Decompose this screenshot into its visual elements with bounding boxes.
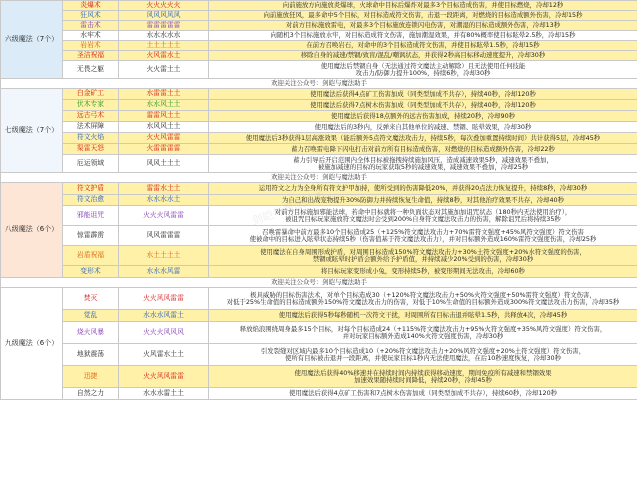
- spell-name: 地狱震荡: [63, 344, 119, 366]
- spell-combo: 火火雷土土: [119, 61, 209, 79]
- spell-name: 惊雷霹雳: [63, 226, 119, 246]
- spell-name: 邪能诅咒: [63, 206, 119, 226]
- spell-description: 向前施放方向施放炎爆球，火球命中目标后爆炸对最多3个目标造成伤害，并使目标燃烧，冷却12秒: [209, 1, 637, 11]
- follow-note: 欢迎关注公众号：剑皑与魔法助手: [1, 173, 637, 183]
- spell-combo: 风风雷雷雷: [119, 226, 209, 246]
- spell-row: [1, 366, 637, 388]
- spell-description: 在前方召唤岩石，对命中的3个目标造成符文伤害，并使目标眩晕1.5秒，冷却15秒: [209, 41, 637, 51]
- spell-combo: 火火火火火: [119, 1, 209, 11]
- spell-combo: 火火风风雷雷: [119, 366, 209, 388]
- spell-name: 变形术: [63, 266, 119, 278]
- spell-combo: 土土土土土: [119, 41, 209, 51]
- spell-combo: 水水水水水: [119, 31, 209, 41]
- spell-name: 岩盾祝福: [63, 246, 119, 266]
- spell-name: 符文治愈: [63, 195, 119, 206]
- spell-combo: 水风风土土: [119, 122, 209, 133]
- spell-description: 引发裂缝对区域内最多10个目标造成10（+20%符文魔法攻击力+20%风符文强度+20%土符文强度）符文伤害， 使所有目标被击退并一段距离，并使玩家目标1秒内无法使用魔法，在后10秒速度恢复，冷却30秒: [209, 344, 637, 366]
- follow-note: 欢迎关注公众号：剑皑与魔法助手: [1, 278, 637, 288]
- note-row: [1, 173, 637, 183]
- spell-description: 使用魔法后的3秒内，反弹来自其他单位的减速、禁锢、眩晕效果，冷却30秒: [209, 122, 637, 133]
- spell-row: [1, 100, 637, 111]
- spell-row: [1, 111, 637, 122]
- spell-combo: 火雷雷雷雷: [119, 144, 209, 155]
- spell-row: [1, 246, 637, 266]
- spell-combo: 风风风风风: [119, 11, 209, 21]
- spell-description: 对前方目标施加邪能法球，若命中目标就将一种负面状态对其施加加诅咒状态（180秒内无法使用治疗）， 被诅咒目标玩家施放符文魔法时会受到200%自身符文魔法攻击力的伤害，解除诅咒后将持续35秒: [209, 206, 637, 226]
- spell-combo: 水水水风雷土: [119, 310, 209, 322]
- spell-row: [1, 183, 637, 195]
- spell-row: [1, 51, 637, 61]
- spell-row: [1, 61, 637, 79]
- spell-name: 觉乱: [63, 310, 119, 322]
- spell-name: 焚灭: [63, 288, 119, 310]
- spell-row: [1, 133, 637, 144]
- spell-row: [1, 144, 637, 155]
- spell-description: 为自己和出战宠物提升30%防御力并持续恢复生命值，持续8秒，对其他治疗效果不共存，冷却40秒: [209, 195, 637, 206]
- spell-name: 圣洁祝福: [63, 51, 119, 61]
- spell-row: [1, 266, 637, 278]
- spell-description: 使用魔法后获得5秒每秒随机一次符文干扰，对周围所有目标击退并眩晕1.5秒，共释放4次，冷却45秒: [209, 310, 637, 322]
- spell-description: 蓄力引导后开启范围内全体目标被拖拽持续施加风压，造成减速效果5秒，减速效果不叠加， 被施加减速的目标的玩家获取5秒的减速效果，减速效果不叠加，冷却25秒: [209, 155, 637, 173]
- spell-name: 符文护盾: [63, 183, 119, 195]
- spell-description: 向随机3个目标施放水牢，对目标造成符文伤害，施加潮湿效果，并有80%概率使目标眩晕2.5秒，冷却15秒: [209, 31, 637, 41]
- spell-description: 召唤雷暴命中前方最多10个目标造成25（+125%符文魔法攻击力+70%雷符文强度+45%风符文强度）符文伤害 使被命中的目标进入眩晕状态持续5秒（伤害值基于符文魔法攻击力），并对目标额外造成160%雷符文强度伤害，冷却25秒: [209, 226, 637, 246]
- spell-name: 伏木专家: [63, 100, 119, 111]
- spell-combo: 火火火风雷雷: [119, 206, 209, 226]
- spell-combo: 雷雷雷雷雷: [119, 21, 209, 31]
- watermark: 剑皑与魔法助手: [250, 189, 328, 228]
- spell-description: 使用魔法后获得18点额外的远古伤害加成，持续20秒，冷却90秒: [209, 111, 637, 122]
- note-row: [1, 278, 637, 288]
- level-label: 七级魔法（7个）: [1, 89, 63, 173]
- spell-description: 使用魔法后3秒获得1层高涨效果（能后额外5点符文魔法攻击力，持续5秒，每次叠加重置持续时间）共计获得5层，冷却45秒: [209, 133, 637, 144]
- follow-note: 欢迎关注公众号：剑皑与魔法助手: [1, 79, 637, 89]
- spell-row: [1, 226, 637, 246]
- level-label: 九级魔法（6个）: [1, 288, 63, 400]
- spell-description: 使用魔法后获得4点矿工伤害和7点树木伤害加成（同类型加成不共存），持续60秒，冷却120秒: [209, 388, 637, 400]
- spell-combo: 风风土土土: [119, 155, 209, 173]
- spell-name: 雷击术: [63, 21, 119, 31]
- spell-row: [1, 1, 637, 11]
- spell-row: [1, 206, 637, 226]
- spell-row: [1, 322, 637, 344]
- level-label: 八级魔法（6个）: [1, 183, 63, 278]
- spell-row: [1, 41, 637, 51]
- spell-row: [1, 195, 637, 206]
- spell-name: 岩岩术: [63, 41, 119, 51]
- spell-name: 白金矿工: [63, 89, 119, 100]
- spell-row: [1, 344, 637, 366]
- spell-name: 炎爆术: [63, 1, 119, 11]
- spell-row: [1, 155, 637, 173]
- spell-combo: 水水水水土: [119, 195, 209, 206]
- spell-description: 运用符文之力为全身所有符文护甲加持，使所受到的伤害降低20%，并获得20点法力恢复提升，持续8秒，冷却30秒: [209, 183, 637, 195]
- spell-description: 蓄力召唤雷电降下闪电打击对前方所有目标造成伤害，对燃烧的目标造成额外伤害，冷却22秒: [209, 144, 637, 155]
- spell-row: [1, 388, 637, 400]
- spell-row: [1, 31, 637, 41]
- spell-name: 远古弓术: [63, 111, 119, 122]
- spell-description: 向前施放狂风，最多命中5个目标，对目标造成符文伤害，击退一段距离，对燃烧的目标造成额外伤害，冷却15秒: [209, 11, 637, 21]
- spell-name: 狂风术: [63, 11, 119, 21]
- spell-combo: 水水水风雷: [119, 266, 209, 278]
- spell-name: 自然之力: [63, 388, 119, 400]
- spell-description: 将目标玩家变形成小兔，变形持续5秒，被变形期间无法攻击，冷却60秒: [209, 266, 637, 278]
- spell-name: 渠雷天怒: [63, 144, 119, 155]
- spell-row: [1, 89, 637, 100]
- spell-description: 对前方目标施放雷电，对最多3个目标施放连锁闪电伤害，对潮湿的目标造成额外伤害，冷却13秒: [209, 21, 637, 31]
- spell-combo: 火风雷水土土: [119, 344, 209, 366]
- spell-name: 厄运领域: [63, 155, 119, 173]
- spell-name: 烧火风暴: [63, 322, 119, 344]
- spell-combo: 火火风风雷雷: [119, 288, 209, 310]
- spell-description: 极具威胁的目标伤害法术，对单个目标造成30（+120%符文魔法攻击力+50%火符文强度+50%雷符文强度）符文伤害， 对低于25%生命值的目标造成额外150%符文魔法攻击力的伤害，对低于10%生命值的目标额外造成300%符文魔法攻击力伤害，冷却35秒: [209, 288, 637, 310]
- spell-description: 使用魔法后获得40%移速并在持续时间内持续获得移动速度，期间免疫所有减速和禁锢效果 加速效果随持续时间降低，持续20秒，冷却45秒: [209, 366, 637, 388]
- spell-combo: 火风雷水土: [119, 51, 209, 61]
- spell-combo: 火火火风风风: [119, 322, 209, 344]
- spell-combo: 水土土土土: [119, 246, 209, 266]
- spell-name: 迅捷: [63, 366, 119, 388]
- spell-name: 法术屏障: [63, 122, 119, 133]
- spell-row: [1, 21, 637, 31]
- spell-name: 符文火焰: [63, 133, 119, 144]
- spell-description: 使用魔法在自身周围形成护盾，对周围目标造成150%符文魔法攻击力+30%土符文强度+20%水符文强度的伤害， 禁锢或眩晕时护盾会额外给予护盾值，并持续减少20%受到的伤害，冷却30秒: [209, 246, 637, 266]
- level-label: 六级魔法（7个）: [1, 1, 63, 79]
- spell-combo: 水水水雷土土: [119, 388, 209, 400]
- spell-description: 移除自身的减速/禁锢/致盲/混乱/嘲讽状态，并获得2秒高目标移动速度提升，冷却30秒: [209, 51, 637, 61]
- spell-combo: 火火风雷雷: [119, 133, 209, 144]
- spell-description: 使用魔法后获得4点矿工伤害加成（同类型加成不共存），持续40秒，冷却120秒: [209, 89, 637, 100]
- spell-combo: 水水风土土: [119, 100, 209, 111]
- spell-combo: 雷雷水土土: [119, 183, 209, 195]
- spell-name: 无畏之躯: [63, 61, 119, 79]
- spell-name: 水牢术: [63, 31, 119, 41]
- spell-description: 释放焰浪围绕周身最多15个目标，对每个目标造成24（+115%符文魔法攻击力+95%火符文强度+35%风符文强度）符文伤害， 并对玩家目标额外造成140%火符文强度伤害，冷却30秒: [209, 322, 637, 344]
- spell-row: [1, 288, 637, 310]
- note-row: [1, 79, 637, 89]
- spell-row: [1, 11, 637, 21]
- spell-combo: 雷雷风土土: [119, 111, 209, 122]
- spell-row: [1, 310, 637, 322]
- spell-row: [1, 122, 637, 133]
- spell-combo: 水雷雷土土: [119, 89, 209, 100]
- spell-description: 使用魔法后获得7点树木伤害加成（同类型加成不共存），持续40秒，冷却120秒: [209, 100, 637, 111]
- spell-description: 使用魔法后禁锢自身（无法通过符文魔法主动解除）且无法使用任何技能 攻击力/防御力提升100%，持续6秒，冷却30秒: [209, 61, 637, 79]
